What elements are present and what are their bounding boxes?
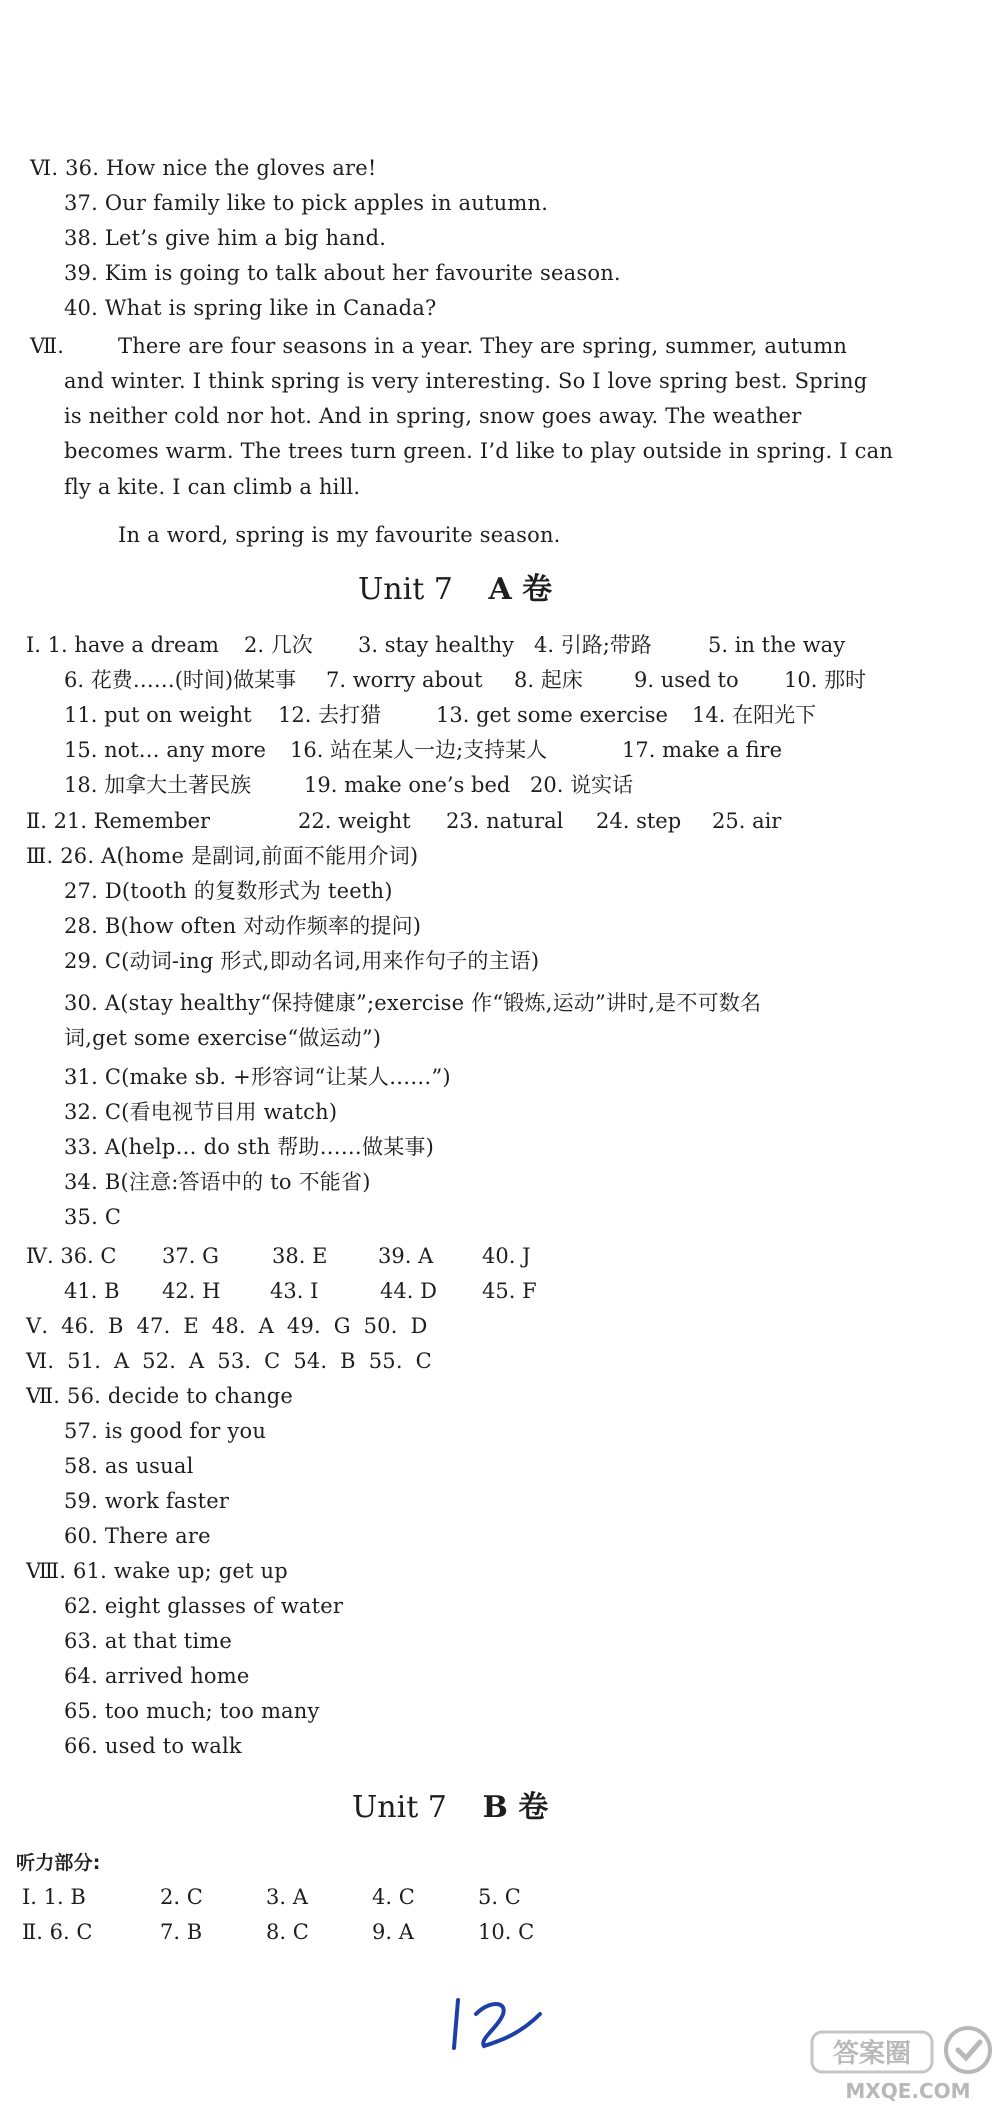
a-part7-item-57: 57. is good for you [64,1419,267,1443]
answer-cell: 25. air [712,809,782,833]
answer-cell: 38. E [272,1244,328,1268]
answer-cell: 8. C [266,1920,309,1944]
answer-cell: 7. B [160,1920,203,1944]
answer-cell: 5. in the way [708,633,846,657]
a-part3-item-26: Ⅲ. 26. A(home 是副词,前面不能用介词) [26,844,419,868]
answer-cell: 43. I [270,1279,319,1303]
essay-line-1: There are four seasons in a year. They are spring, summer, autumn [118,334,848,358]
watermark-logo [808,2016,996,2104]
answer-cell: 4. C [372,1885,415,1909]
answer-cell: Ⅰ. 1. B [22,1885,86,1909]
handwritten-page-number [440,1992,550,2052]
answer-cell: 3. A [266,1885,308,1909]
watermark-line2: MXQE.COM [845,2079,971,2103]
essay-line-3: is neither cold nor hot. And in spring, snow goes away. The weather [64,404,802,428]
answer-cell: 23. natural [446,809,564,833]
a-part3-item-29: 29. C(动词-ing 形式,即动名词,用来作句子的主语) [64,949,540,973]
answer-cell: 18. 加拿大土著民族 [64,773,252,797]
answer-cell: 45. F [482,1279,537,1303]
s6-item-39: 39. Kim is going to talk about her favourite season. [64,261,621,285]
answer-cell: 14. 在阳光下 [692,703,817,727]
watermark-line1: 答案圈 [832,2039,912,2069]
s7-marker: Ⅶ. [30,334,65,358]
essay-line-5: fly a kite. I can climb a hill. [64,475,361,499]
answer-cell: 22. weight [298,809,411,833]
s6-item-40: 40. What is spring like in Canada? [64,296,437,320]
a-part3-item-32: 32. C(看电视节目用 watch) [64,1100,338,1124]
unit7a-heading [358,572,552,608]
answer-cell: 2. 几次 [244,633,313,657]
a-part6-row: Ⅵ. 51. A 52. A 53. C 54. B 55. C [26,1349,432,1373]
a-part8-item-61: Ⅷ. 61. wake up; get up [26,1559,288,1583]
answer-cell: 11. put on weight [64,703,252,727]
answer-cell: 12. 去打猎 [278,703,382,727]
unit7a-title: Unit 7 [358,572,453,607]
answer-cell: 17. make a fire [622,738,783,762]
essay-line-6: In a word, spring is my favourite season. [118,523,561,547]
a-part7-item-58: 58. as usual [64,1454,194,1478]
a-part3-item-33: 33. A(help… do sth 帮助……做某事) [64,1135,434,1159]
answer-cell: 24. step [596,809,682,833]
a-part8-item-64: 64. arrived home [64,1664,250,1688]
essay-line-2: and winter. I think spring is very interesting. So I love spring best. Spring [64,369,868,393]
answer-cell: 16. 站在某人一边;支持某人 [290,738,548,762]
answer-cell: 41. B [64,1279,120,1303]
a-part3-item-27: 27. D(tooth 的复数形式为 teeth) [64,879,393,903]
answer-cell: 3. stay healthy [358,633,515,657]
answer-cell: Ⅱ. 21. Remember [26,809,211,833]
a-part8-item-66: 66. used to walk [64,1734,242,1758]
a-part7-item-60: 60. There are [64,1524,211,1548]
answer-cell: 2. C [160,1885,203,1909]
answer-cell: 44. D [380,1279,437,1303]
a-part3-item-30: 30. A(stay healthy“保持健康”;exercise 作“锻炼,运动”讲时,是不可数名 [64,991,762,1015]
listening-label: 听力部分: [16,1852,101,1874]
s6-item-36: Ⅵ. 36. How nice the gloves are! [30,156,377,180]
a-part3-item-35: 35. C [64,1205,122,1229]
answer-cell: Ⅰ. 1. have a dream [26,633,219,657]
a-part8-item-65: 65. too much; too many [64,1699,320,1723]
answer-cell: 9. A [372,1920,414,1944]
answer-cell: Ⅳ. 36. C [26,1244,117,1268]
s6-item-38: 38. Let’s give him a big hand. [64,226,387,250]
answer-cell: 6. 花费……(时间)做某事 [64,668,297,692]
answer-cell: 15. not… any more [64,738,266,762]
a-part3-item-28: 28. B(how often 对动作频率的提问) [64,914,422,938]
unit7b-title: Unit 7 [352,1790,447,1825]
a-part8-item-63: 63. at that time [64,1629,233,1653]
answer-cell: 40. J [482,1244,531,1268]
a-part7-item-59: 59. work faster [64,1489,230,1513]
answer-cell: 13. get some exercise [436,703,668,727]
a-part3-item-34: 34. B(注意:答语中的 to 不能省) [64,1170,371,1194]
answer-cell: 5. C [478,1885,521,1909]
answer-cell: 20. 说实话 [530,773,634,797]
answer-cell: 4. 引路;带路 [534,633,652,657]
answer-cell: 8. 起床 [514,668,583,692]
answer-cell: Ⅱ. 6. C [22,1920,93,1944]
unit7a-suffix: A 卷 [488,572,553,607]
a-part8-item-62: 62. eight glasses of water [64,1594,344,1618]
answer-cell: 39. A [378,1244,434,1268]
watermark-emblem [808,2016,996,2104]
unit7b-heading [352,1790,548,1826]
answer-cell: 10. C [478,1920,535,1944]
essay-line-4: becomes warm. The trees turn green. I’d like to play outside in spring. I can [64,439,894,463]
answer-cell: 37. G [162,1244,219,1268]
answer-cell: 10. 那时 [784,668,867,692]
s6-item-37: 37. Our family like to pick apples in autumn. [64,191,549,215]
answer-cell: 42. H [162,1279,221,1303]
answer-cell: 9. used to [634,668,739,692]
a-part3-item-30-cont: 词,get some exercise“做运动”) [64,1026,382,1050]
a-part5-row: Ⅴ. 46. B 47. E 48. A 49. G 50. D [26,1314,428,1338]
answer-cell: 19. make one’s bed [304,773,511,797]
answer-cell: 7. worry about [326,668,483,692]
a-part7-item-56: Ⅶ. 56. decide to change [26,1384,293,1408]
unit7b-suffix: B 卷 [482,1790,549,1825]
a-part3-item-31: 31. C(make sb. +形容词“让某人……”) [64,1065,451,1089]
